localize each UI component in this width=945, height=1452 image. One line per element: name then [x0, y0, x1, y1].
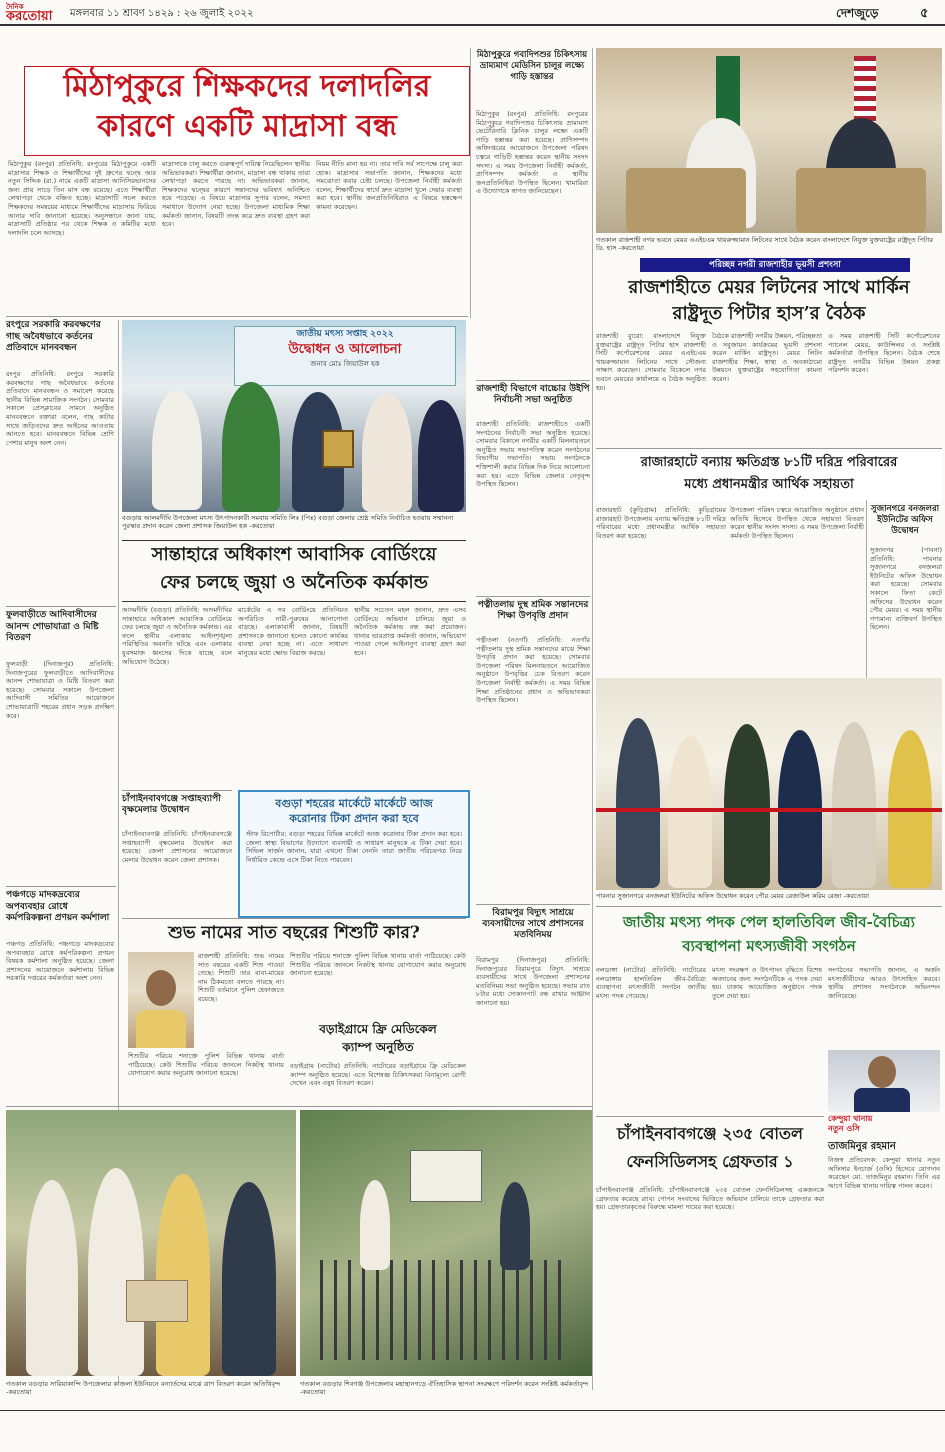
sofa-left: [626, 168, 746, 233]
flood-body-col2: উপজেলা পরিষদ চত্বরে আয়োজিত অনুষ্ঠানে প্রধান অতিথি হিসেবে উপস্থিত থেকে সহায়তা বিতরণ করেন স্থানীয় সংসদ সদস্য। এ সময় উপজেলা নির্বাহী কর্মকর্তা উপস্থিত ছিলেন।: [730, 506, 864, 540]
dateline: মঙ্গলবার ১১ শ্রাবণ ১৪২৯ : ২৬ জুলাই ২০২২: [70, 8, 254, 19]
section-title: দেশজুড়ে: [836, 6, 879, 20]
relief-distribution-photo: [6, 1110, 296, 1376]
midart-headline: মিঠাপুকুরে গবাদিপশুর চিকিৎসায় ভ্রাম্যমাণ মেডিসিন চালুর লক্ষ্যে গাড়ি হস্তান্তর: [476, 50, 588, 82]
child-face: [146, 970, 176, 1006]
page-number: ৫: [920, 6, 929, 21]
phensedyl-headline-line1: চাঁপাইনবাবগঞ্জে ২৩৫ বোতল: [617, 1124, 803, 1143]
sofa-right: [796, 168, 926, 233]
person-5: [418, 400, 464, 512]
oc-tag-line1: কেন্দুয়া থানায়: [828, 1114, 873, 1123]
unit-office-photo-caption: পাবনার সুজানগরে বনজলরা ইউনিটের অফিস উদ্বোধন করেন পৌর মেয়র রেজাউল করিম রেজা -করতোয়া: [596, 892, 870, 900]
oc-tag-line2: নতুন ওসি: [828, 1124, 860, 1133]
ambassador-meeting-photo: [596, 48, 942, 233]
phensedyl-headline-box: [596, 1120, 824, 1180]
vidgrant-headline: পত্নীতলায় দুস্থ শ্রমিক সন্তানদের শিক্ষা উপবৃত্তি প্রদান: [477, 600, 589, 621]
relief-photo-caption: গতকাল বগুড়ার সারিয়াকান্দি উপজেলার কাজলা ইউনিয়নে বন্যার্তদের মাঝে ত্রাণ বিতরণ করেন অতিথিবৃন্দ -করতোয়া: [6, 1380, 281, 1396]
sujanagar-headline-text: সুজানগরে বনজলরা ইউনিটের অফিস উদ্বোধন: [870, 504, 940, 536]
crowd-person-3: [724, 724, 770, 888]
ambassador-headline-line2: রাষ্ট্রদূত পিটার হাস’র বৈঠক: [672, 303, 866, 324]
oc-body: নিজস্ব প্রতিবেদক: কেন্দুয়া থানার নতুন অফিসার ইনচার্জ (ওসি) হিসেবে যোগদান করেছেন মো. তাজমিনুর রহমান। তিনি এর আগে বিভিন্ন থানায় দায়িত্ব পালন করেন।: [828, 1156, 940, 1190]
flag-usa: [854, 56, 876, 126]
rajshahi-prog-body: রাজশাহী প্রতিনিধি: রাজশাহীতে একটি সংগঠনের নির্বাচনী সভা অনুষ্ঠিত হয়েছে। সোমবার বিকালে নগরীর একটি মিলনায়তনে অনুষ্ঠিত সভায় সভাপতিত্ব করেন সংগঠনের বিভাগীয় সভাপতি। সভায় সংগঠনকে শক্তিশালী করার বিভিন্ন দিক নিয়ে আলোচনা করা হয়। এতে বিভিন্ন জেলার নেতৃবৃন্দ উপস্থিত ছিলেন।: [476, 420, 590, 489]
crowd-person-2: [668, 736, 712, 888]
flood-headline-box: [596, 452, 942, 502]
banner-top-text: জাতীয় মৎস্য সপ্তাহ ২০২২: [296, 329, 394, 339]
logo-small: দৈনিক: [6, 3, 24, 11]
heritage-fence: [320, 1260, 572, 1360]
ambassador-body-col3: এ সময় রাজশাহী সিটি কর্পোরেশনের প্যানেল মেয়র, কাউন্সিলর ও সংশ্লিষ্ট কর্মকর্তারা উপস্থিত ছিলেন। বৈঠক শেষে রাষ্ট্রদূত নগরীর বিভিন্ন উন্নয়ন প্রকল্প পরিদর্শন করেন।: [828, 332, 940, 375]
sujanagar-body: সুজানগর (পাবনা) প্রতিনিধি: পাবনার সুজানগরে বনজলরা ইউনিটের অফিস উদ্বোধন করা হয়েছে। সোমবার সকালে ফিতা কেটে অফিসের উদ্বোধন করেন পৌর মেয়র। এ সময় স্থানীয় গণ্যমান্য ব্যক্তিবর্গ উপস্থিত ছিলেন।: [870, 546, 942, 632]
oc-face: [868, 1056, 896, 1088]
phulbari-body: ফুলবাড়ী (দিনাজপুর) প্রতিনিধি: দিনাজপুরের ফুলবাড়ীতে আদিবাসীদের আনন্দ শোভাযাত্রা ও মিষ্টি বিতরণ করা হয়েছে। সোমবার সকালে উপজেলা আদিবাসী সমিতির আয়োজনে শোভাযাত্রাটি শহরের প্রধান সড়ক প্রদক্ষিণ করে।: [6, 660, 114, 720]
oc-tag: [828, 1114, 940, 1142]
award-plaque: [322, 430, 354, 468]
fish-award-body-col1: নলডাঙ্গা (নাটোর) প্রতিনিধি: নাটোরের নলডাঙ্গায় হালতিবিল জীব-বৈচিত্র্য ব্যবস্থাপনা মৎস্যজীবী সংগঠন জাতীয় মৎস্য পদক পেয়েছে।: [596, 966, 706, 1000]
vidgrant-body: পত্নীতলা (নওগাঁ) প্রতিনিধি: নওগাঁর পত্নীতলায় দুস্থ শ্রমিক সন্তানদের মাঝে শিক্ষা উপবৃত্তি প্রদান করা হয়েছে। সোমবার উপজেলা পরিষদ মিলনায়তনে আয়োজিত অনুষ্ঠানে উপবৃত্তির চেক বিতরণ করেন উপজেলা নির্বাহী কর্মকর্তা। এ সময় বিভিন্ন শিক্ষা প্রতিষ্ঠানের প্রধান ও অভিভাবকরা উপস্থিত ছিলেন।: [476, 636, 590, 705]
fish-award-body-col3: সংগঠনের সভাপতি জানান, এ অর্জন মৎস্যজীবীদের আরও উৎসাহিত করবে। স্থানীয় প্রশাসন সংগঠনকে অভিনন্দন জানিয়েছে।: [828, 966, 940, 1000]
heritage-sign: [410, 1150, 482, 1202]
medcamp-headline-line2: ক্যাম্প অনুষ্ঠিত: [342, 1040, 414, 1054]
ambassador-body-col2: বৈঠকে রাজশাহী নগরীর উন্নয়ন, পরিচ্ছন্নতা ও সবুজায়ন কার্যক্রমের ভূয়সী প্রশংসা করেন মার্কিন রাষ্ট্রদূত। মেয়র লিটন রাজশাহীর শিক্ষা, স্বাস্থ্য ও অবকাঠামো উন্নয়নে যুক্তরাষ্ট্রের সহযোগিতা কামনা করেন।: [712, 332, 822, 383]
visitor-2: [500, 1182, 530, 1270]
child-body-extra: শিশুটির পরিচয় শনাক্তে পুলিশ বিভিন্ন থানায় বার্তা পাঠিয়েছে। কেউ শিশুটির পরিচয় জানলে নিকটস্থ থানায় যোগাযোগ করার অনুরোধ জানানো হয়েছে।: [128, 1052, 284, 1078]
santahar-body-col3: স্থানীয় সচেতন মহল জানান, দ্রুত এসব বোর্ডিংয়ে অভিযান চালিয়ে জুয়া ও অনৈতিক কর্মকান্ড বন্ধ করা প্রয়োজন। থানার ভারপ্রাপ্ত কর্মকর্তা জানান, অভিযোগ পাওয়া গেলে আইনানুগ ব্যবস্থা গ্রহণ করা হবে।: [354, 606, 466, 657]
phulbari-headline: ফুলবাড়ীতে আদিবাসীদের আনন্দ শোভাযাত্রা ও মিষ্টি বিতরণ: [6, 610, 99, 643]
lead-headline-line2: কারণে একটি মাদ্রাসা বন্ধ: [97, 109, 397, 144]
fish-award-headline-line1: জাতীয় মৎস্য পদক পেল হালতিবিল জীব-বৈচিত্র্য: [622, 913, 916, 931]
visitor-1: [360, 1180, 390, 1270]
relief-person-3: [156, 1174, 210, 1376]
lead-body-col3: নিয়ম নীতি মানা হয় না। তার দাবি সর্ব সাপেক্ষে চালু করা হোক। মাদ্রাসার সভাপতি জানান, শিক্ষকদের মধ্যে সমঝোতা করার চেষ্টা চলছে। উপজেলা নির্বাহী কর্মকর্তা বলেন, শিক্ষার্থীদের স্বার্থে দ্রুত মাদ্রাসা খুলে দেয়ার ব্যবস্থা করা হবে। স্থানীয় জনপ্রতিনিধিরাও এ বিষয়ে হস্তক্ষেপ কামনা করেছেন।: [316, 160, 462, 211]
heritage-photo-caption: গতকাল বগুড়ার শিবগঞ্জ উপজেলার মহাস্থানগড়ে ঐতিহাসিক স্থাপনা সংরক্ষণে পরিদর্শন করেন সংশ্লিষ্ট কর্মকর্তাবৃন্দ -করতোয়া: [300, 1380, 589, 1396]
vaccine-body: স্টাফ রিপোর্টার: বগুড়া শহরের বিভিন্ন মার্কেটে আজ করোনার টিকা প্রদান করা হবে। জেলা স্বাস্থ্য বিভাগের উদ্যোগে ব্যবসায়ী ও সাধারণ মানুষকে এ টিকা দেয়া হবে। সিভিল সার্জন জানান, যারা এখনো টিকা নেননি তারা জাতীয় পরিচয়পত্র নিয়ে নির্ধারিত কেন্দ্রে এসে টিকা নিতে পারবেন।: [246, 830, 462, 864]
ambassador-headline-line1: রাজশাহীতে মেয়র লিটনের সাথে মার্কিন: [628, 277, 910, 298]
medcamp-body: বড়াইগ্রাম (নাটোর) প্রতিনিধি: নাটোরের বড়াইগ্রামে ফ্রি মেডিকেল ক্যাম্প অনুষ্ঠিত হয়েছে। এতে বিশেষজ্ঞ চিকিৎসকরা বিনামূল্যে রোগী দেখেন এবং ওষুধ বিতরণ করেন।: [290, 1062, 466, 1088]
ambassador-kicker-text: পরিচ্ছন্ন নগরী রাজশাহীর ভূয়সী প্রশংসা: [709, 260, 841, 270]
newspaper-logo: করতোয়া: [6, 9, 53, 24]
fish-week-photo: [122, 320, 466, 512]
child-body-col2: শিশুটির পরিচয় শনাক্তে পুলিশ বিভিন্ন থানায় বার্তা পাঠিয়েছে। কেউ শিশুটির পরিচয় জানলে নিকটস্থ থানায় যোগাযোগ করার অনুরোধ জানানো হয়েছে।: [290, 952, 466, 978]
santahar-body-col1: আদমদীঘি (বগুড়া) প্রতিনিধি: আদমদীঘির সান্তাহারে অধিকাংশ আবাসিক বোর্ডিংয়ে ফের চলছে জুয়া ও অনৈতিক কর্মকান্ড। এর ফলে স্থানীয় এলাকায় আইনশৃঙ্খলা পরিস্থিতির অবনতি ঘটছে এবং এলাকার যুবসমাজ ধ্বংসের দিকে যাচ্ছে বলে অভিযোগ উঠেছে।: [122, 606, 232, 666]
santahar-headline-box: [122, 540, 466, 602]
vaccine-headline-line2: করোনার টিকা প্রদান করা হবে: [289, 812, 419, 825]
ribbon: [596, 808, 942, 812]
vaccine-box: [238, 790, 470, 918]
flood-headline-line2: মধ্যে প্রধানমন্ত্রীর আর্থিক সহায়তা: [684, 477, 854, 492]
phensedyl-headline-line2: ফেনসিডিলসহ গ্রেফতার ১: [626, 1152, 794, 1171]
banner-small-text: জনাব মোঃ জিয়াউল হক: [310, 360, 380, 368]
rangpur-body: রংপুর প্রতিনিধি: রংপুরে সরকারি করবক্ষণের গাছ অবৈধভাবে কর্তনের প্রতিবাদে মানববন্ধন ও সমাবেশ করেছে স্থানীয় বিভিন্ন সামাজিক সংগঠন। সোমবার সকালে প্রেসক্লাবের সামনে অনুষ্ঠিত মানববন্ধনে বক্তারা বলেন, গাছ কাটার সাথে জড়িতদের দ্রুত আইনের আওতায় আনতে হবে। মানববন্ধনে বিভিন্ন শ্রেণি পেশার মানুষ অংশ নেন।: [6, 370, 114, 447]
masthead: [0, 0, 945, 26]
santahar-headline-line1: সান্তাহারে অধিকাংশ আবাসিক বোর্ডিংয়ে: [151, 544, 437, 565]
rangpur-headline: রংপুরে সরকারি করবক্ষণের গাছ অবৈধভাবে কর্তনের প্রতিবাদে মানববন্ধন: [6, 320, 101, 353]
child-body-col1: রাজশাহী প্রতিনিধি: শুভ নামের সাত বছরের একটি শিশু পাওয়া গেছে। শিশুটি তার বাবা-মায়ের নাম ঠিকমতো বলতে পারছে না। শিশুটি বর্তমানে পুলিশ হেফাজতে রয়েছে।: [198, 952, 284, 1003]
oc-name: তাজমিনুর রহমান: [828, 1141, 896, 1152]
ambassador-body-col1: রাজশাহী ব্যুরো: বাংলাদেশে নিযুক্ত যুক্তরাষ্ট্রের রাষ্ট্রদূত পিটার হাস রাজশাহী সিটি কর্পোরেশনের মেয়র এএইচএম খায়রুজ্জামান লিটনের সাথে সৌজন্য সাক্ষাৎ করেছেন। সোমবার বিকেলে নগর ভবনে মেয়রের কার্যালয়ে এ বৈঠক অনুষ্ঠিত হয়।: [596, 332, 706, 392]
heritage-site-photo: [300, 1110, 592, 1376]
medcamp-headline-line1: বড়াইগ্রামে ফ্রি মেডিকেল: [319, 1022, 437, 1036]
birampur-body: বিরামপুর (দিনাজপুর) প্রতিনিধি: দিনাজপুরের বিরামপুরে বিদ্যুৎ সাশ্রয়ে ব্যবসায়ীদের সাথে উপজেলা প্রশাসনের মতবিনিময় সভা অনুষ্ঠিত হয়েছে। সভায় রাত ৮টার মধ্যে দোকানপাট বন্ধ রাখার আহ্বান জানানো হয়।: [476, 956, 590, 1007]
panchagarh-body: পঞ্চগড় প্রতিনিধি: পঞ্চগড়ে মাদকদ্রব্যের অপব্যবহার রোধে কর্মপরিকল্পনা প্রণয়ন বিষয়ক কর্মশালা অনুষ্ঠিত হয়েছে। জেলা প্রশাসনের আয়োজনে কর্মশালায় বিভিন্ন সরকারি দপ্তরের কর্মকর্তারা অংশ নেন।: [6, 940, 114, 983]
phensedyl-body: চাঁপাইনবাবগঞ্জ প্রতিনিধি: চাঁপাইনবাবগঞ্জে ২৩৫ বোতল ফেনসিডিলসহ একজনকে গ্রেফতার করেছে র‌্যাব। গোপন সংবাদের ভিত্তিতে অভিযান চালিয়ে তাকে গ্রেফতার করা হয়। গ্রেফতারকৃতের বিরুদ্ধে মামলা দায়ের করা হয়েছে।: [596, 1186, 824, 1212]
fish-award-body-col2: মৎস্য সংরক্ষণ ও উৎপাদন বৃদ্ধিতে বিশেষ অবদানের জন্য সংগঠনটিকে এ পদক দেয়া হয়। ঢাকায় আয়োজিত অনুষ্ঠানে পদক তুলে দেয়া হয়।: [712, 966, 822, 1000]
person-4: [362, 394, 412, 512]
child-headline: শুভ নামের সাত বছরের শিশুটি কার?: [168, 923, 420, 943]
medcamp-headline-box: [290, 1020, 466, 1060]
lead-body-col1: মিঠাপুকুর (রংপুর) প্রতিনিধি: রংপুরের মিঠাপুকুরে একটি মাদ্রাসার শিক্ষক ও শিক্ষার্থীদের দুই গ্রুপের দ্বন্দ্বে আর নতুন সিদ্দিক (রা.) নামে একটি মাদ্রাসা আনিসিরভানসের জন্য প্রায় সাড়ে তিন মাস বন্ধ রয়েছে। এতে শিক্ষার্থীরা লেখাপড়া থেকে বঞ্চিত হচ্ছে। মাদ্রাসাটি সচল করতে শিক্ষকদের সমন্বয়ের মাধ্যমে শিক্ষার্থীদের মাদ্রাসায় ফিরিয়ে আনার দাবি জানানো হয়েছে। অনুসন্ধানে জানা যায়, মাদ্রাসাটি প্রতিষ্ঠার পর থেকে শিক্ষক ও কমিটির মধ্যে দলাদলি চলে আসছে।: [8, 160, 156, 237]
person-2: [222, 382, 280, 512]
flood-body-col1: রাজারহাট (কুড়িগ্রাম) প্রতিনিধি: কুড়িগ্রামের রাজারহাট উপজেলায় বন্যায় ক্ষতিগ্রস্ত ৮১টি দরিদ্র পরিবারের মধ্যে প্রধানমন্ত্রীর আর্থিক সহায়তা বিতরণ করা হয়েছে।: [596, 506, 726, 540]
panchagarh-headline: পঞ্চগড়ে মাদকদ্রব্যের অপব্যবহার রোধে কর্মপরিকল্পনা প্রণয়ন কর্মশালা: [6, 890, 110, 923]
sujanagar-headline: [868, 504, 942, 544]
ambassador-photo-caption: গতকাল রাজশাহী নগর ভবনে মেয়র এএইচএম খায়রুজ্জামান লিটনের সাথে বৈঠক করেন বাংলাদেশে নিযুক্ত যুক্তরাষ্ট্রের রাষ্ট্রদূত পিটার ডি. হাস -করতোয়া: [596, 236, 933, 252]
relief-person-2: [88, 1168, 144, 1376]
relief-person-1: [26, 1180, 78, 1376]
rajshahi-prog-headline: রাজশাহী বিভাগে বাচ্চোর উইপি নির্বাচনী সভা অনুষ্ঠিত: [476, 384, 590, 405]
oc-photo: [828, 1050, 940, 1112]
unit-office-inauguration-photo: [596, 678, 942, 890]
ambassador-kicker: [640, 258, 910, 272]
flood-headline-line1: রাজারহাটে বন্যায় ক্ষতিগ্রস্ত ৮১টি দরিদ্র পরিবারের: [640, 455, 898, 470]
flag-bangladesh: [716, 56, 740, 126]
fish-week-banner: [234, 326, 456, 386]
child-shirt: [136, 1010, 186, 1048]
person-1: [152, 390, 202, 510]
relief-person-4: [222, 1182, 276, 1376]
crowd-person-5: [832, 722, 876, 888]
chapai-tree-body: চাঁপাইনবাবগঞ্জ প্রতিনিধি: চাঁপাইনবাবগঞ্জে সপ্তাহব্যাপী বৃক্ষমেলার উদ্বোধন করা হয়েছে। জেলা প্রশাসনের আয়োজনে মেলার উদ্বোধন করেন জেলা প্রশাসক।: [122, 830, 232, 864]
crowd-person-1: [616, 718, 660, 888]
child-photo: [128, 952, 194, 1048]
midart-body: মিঠাপুকুর (রংপুর) প্রতিনিধি: রংপুরের মিঠাপুকুরে গবাদিপশুর চিকিৎসায় ভ্রাম্যমাণ ভেটেরিনারি ক্লিনিক চালুর লক্ষ্যে একটি গাড়ি হস্তান্তর করা হয়েছে। প্রাণিসম্পদ অধিদপ্তরের আয়োজনে উপজেলা পরিষদ চত্বরে গাড়িটি হস্তান্তর করেন স্থানীয় সংসদ সদস্য। এ সময় উপজেলা নির্বাহী কর্মকর্তা, প্রাণিসম্পদ কর্মকর্তা ও স্থানীয় জনপ্রতিনিধিরা উপস্থিত ছিলেন। খামারিরা এ উদ্যোগকে স্বাগত জানিয়েছেন।: [476, 110, 588, 196]
vaccine-headline-line1: বগুড়া শহরের মার্কেটে মার্কেটে আজ: [275, 797, 433, 810]
lead-headline-box: [24, 66, 470, 156]
santahar-body-col2: মার্কেটের এ সব বোর্ডিংয়ে প্রতিনিয়ত অপরিচিত নারী-পুরুষের আনাগোনা বাড়ছে। এলাকাবাসী জানান, বিষয়টি প্রশাসনকে জানানো হলেও কোনো কার্যকর ব্যবস্থা নেয়া হচ্ছে না। এতে সাধারণ মানুষের মধ্যে ক্ষোভ বিরাজ করছে।: [238, 606, 348, 657]
fish-award-headline-line2: ব্যবস্থাপনা মৎস্যজীবী সংগঠন: [682, 937, 856, 955]
fish-week-caption: বগুড়ায় আলমদীঘি উপজেলা মৎস্য উৎপাদনকারী সমবায় সমিতি লিঃ (পিঃ) বগুড়া জেলার শ্রেষ্ঠ সমিতি নির্বাচিত হওয়ায় সম্মাননা পুরস্কার প্রদান করেন জেলা প্রশাসক জিয়াউল হক -করতোয়া: [122, 514, 454, 530]
oc-uniform: [854, 1088, 910, 1112]
lead-body-col2: মাদ্রাসাকে চালু করতে গুরুত্বপূর্ণ দায়িত্ব নিয়েছিলেন স্থানীয় অভিভাবকরা। শিক্ষার্থীরা জানান, মাদ্রাসা বন্ধ থাকায় তারা লেখাপড়া করতে পারছে না। অভিভাবকরা জানান, শিক্ষকদের দ্বন্দ্বের কারণে সন্তানদের ভবিষ্যৎ অনিশ্চিত হয়ে পড়েছে। এ বিষয়ে মাদ্রাসার সুপার বলেন, সমস্যা সমাধানে উদ্যোগ নেয়া হচ্ছে। উপজেলা মাধ্যমিক শিক্ষা কর্মকর্তা জানান, বিষয়টি তদন্ত করে দ্রুত ব্যবস্থা গ্রহণ করা হবে।: [162, 160, 310, 229]
relief-package: [126, 1280, 188, 1322]
banner-mid-text: উদ্বোধন ও আলোচনা: [288, 342, 402, 357]
chapai-tree-headline: চাঁপাইনবাবগঞ্জে সপ্তাহব্যাপী বৃক্ষমেলার উদ্বোধন: [122, 794, 221, 815]
lead-headline-line1: মিঠাপুকুরে শিক্ষকদের দলাদলির: [63, 69, 431, 104]
fish-award-headline-box: [596, 910, 942, 960]
birampur-headline: বিরামপুর বিদ্যুৎ সাশ্রয়ে ব্যবসায়ীদের সাথে প্রশাসনের মতবিনিময়: [482, 908, 584, 940]
santahar-headline-line2: ফের চলছে জুয়া ও অনৈতিক কর্মকান্ড: [159, 572, 429, 593]
